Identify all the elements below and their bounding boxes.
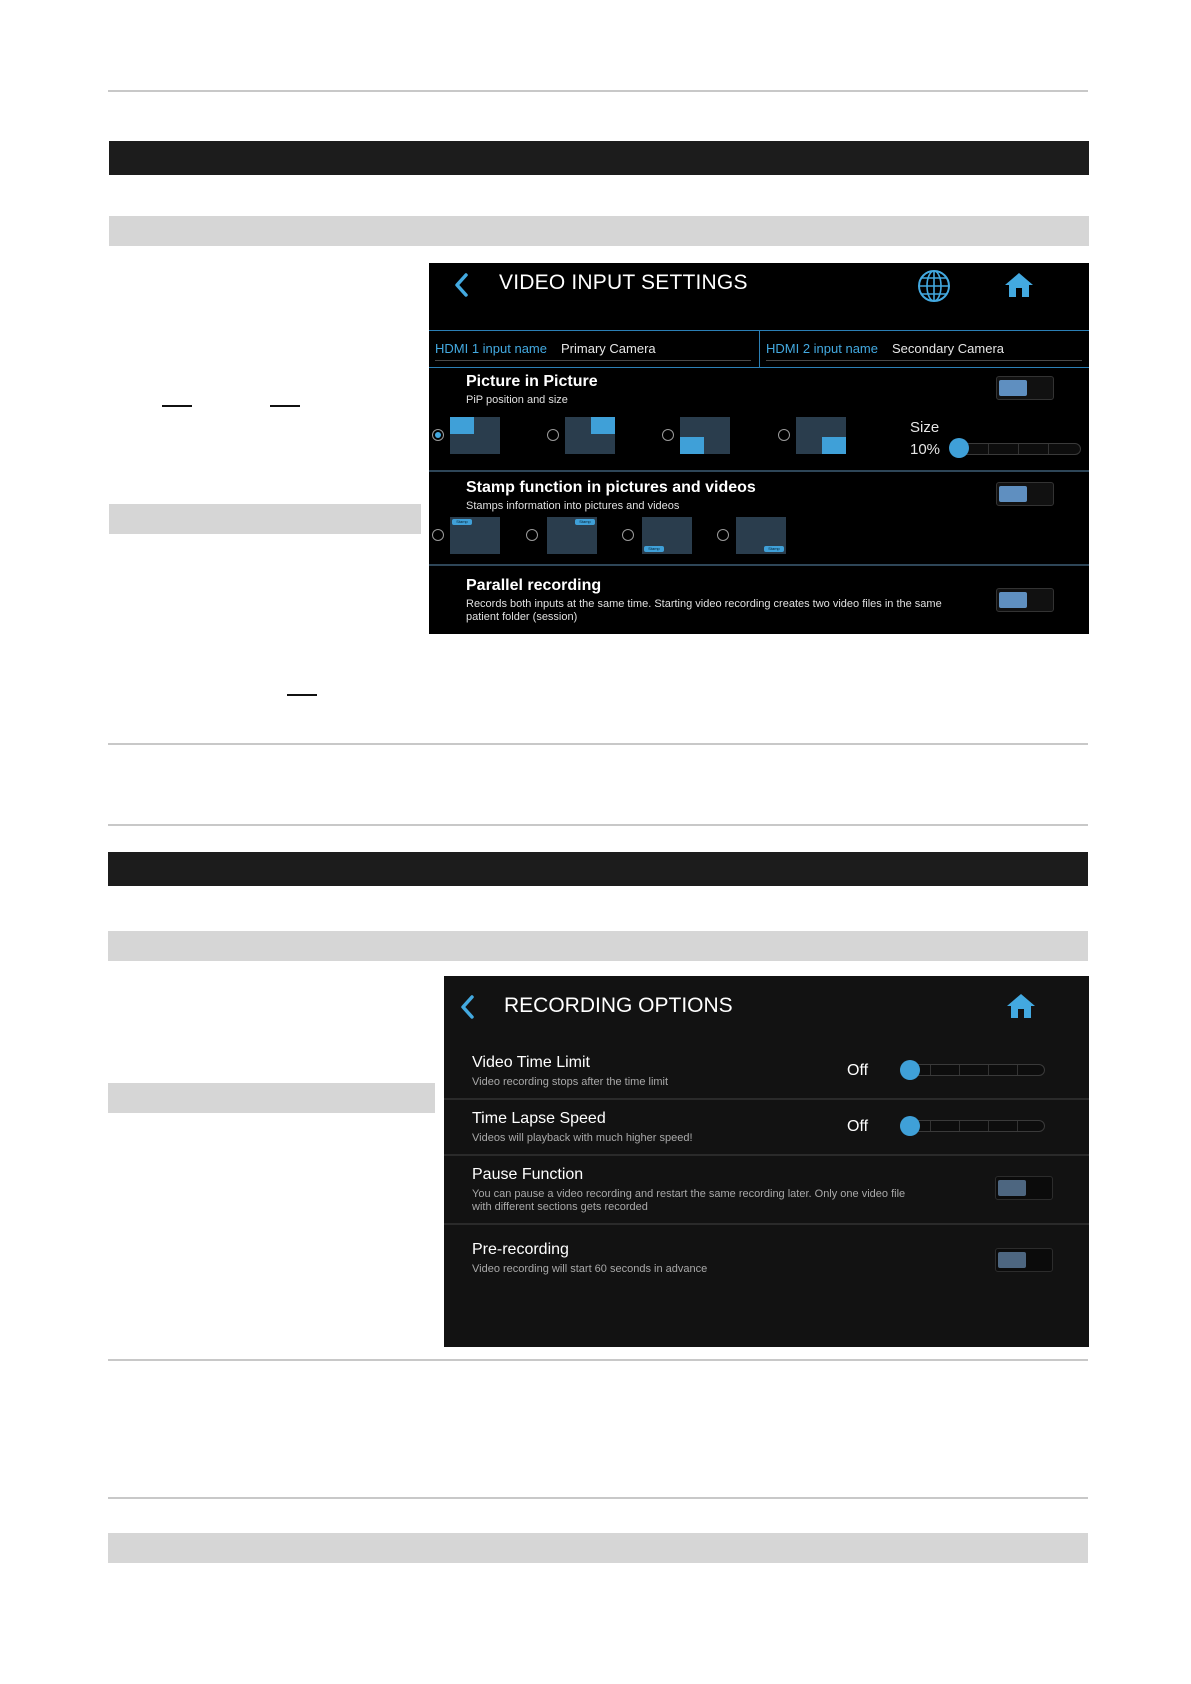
rule-2 <box>108 743 1088 745</box>
rule-4 <box>108 1359 1088 1361</box>
redacted-dash-1 <box>162 405 192 407</box>
pip-size-value: 10% <box>910 441 941 458</box>
hdmi2-value[interactable]: Secondary Camera <box>892 341 1004 356</box>
pre-recording-title: Pre-recording <box>472 1241 569 1258</box>
stamp-subtitle: Stamps information into pictures and videos <box>466 500 680 512</box>
pip-position-radio-2[interactable] <box>547 429 559 441</box>
recording-options-screen <box>444 976 1089 1347</box>
hdmi2-input-field[interactable] <box>760 331 1089 367</box>
video-time-limit-slider-track[interactable] <box>900 1064 1045 1076</box>
pip-size-slider-knob[interactable] <box>949 438 969 458</box>
time-lapse-speed-subtitle: Videos will playback with much higher speed! <box>472 1132 693 1144</box>
time-lapse-speed-slider-track[interactable] <box>900 1120 1045 1132</box>
rule-5 <box>108 1497 1088 1499</box>
slider-tick <box>1017 1121 1018 1131</box>
stamp-toggle[interactable] <box>996 482 1054 506</box>
back-arrow-icon[interactable] <box>453 272 469 298</box>
home-icon[interactable] <box>1004 272 1034 298</box>
side-label-bar-2 <box>108 1083 435 1113</box>
parallel-subtitle: Records both inputs at the same time. Starting video recording creates two video files in the same patient folder (session) <box>466 598 942 623</box>
slider-tick <box>988 1065 989 1075</box>
pip-position-thumb-bottom-right[interactable] <box>796 417 846 454</box>
pip-position-radio-1[interactable] <box>432 429 444 441</box>
pip-size-slider-track[interactable] <box>957 443 1081 455</box>
pip-toggle[interactable] <box>996 376 1054 400</box>
subsection-bar-2 <box>108 931 1088 961</box>
pip-subtitle: PiP position and size <box>466 394 568 406</box>
slider-tick <box>988 1121 989 1131</box>
parallel-toggle-knob <box>999 592 1027 608</box>
pause-function-toggle-knob <box>998 1180 1026 1196</box>
stamp-position-radio-1[interactable] <box>432 529 444 541</box>
pre-recording-toggle-knob <box>998 1252 1026 1268</box>
slider-tick <box>930 1121 931 1131</box>
redacted-dash-3 <box>287 694 317 696</box>
redacted-dash-2 <box>270 405 300 407</box>
section-header-bar-1 <box>109 141 1089 175</box>
section-divider <box>429 470 1089 472</box>
video-time-limit-value: Off <box>847 1062 869 1079</box>
slider-tick <box>959 1065 960 1075</box>
pip-position-thumb-top-right[interactable] <box>565 417 615 454</box>
time-lapse-speed-value: Off <box>847 1118 869 1135</box>
row-divider <box>444 1098 1089 1100</box>
row-divider <box>444 1154 1089 1156</box>
pip-inset <box>822 437 846 454</box>
screen-title: VIDEO INPUT SETTINGS <box>499 271 748 294</box>
time-lapse-speed-title: Time Lapse Speed <box>472 1110 606 1127</box>
stamp-tag: Stamp <box>575 519 595 525</box>
subsection-bar-3 <box>108 1533 1088 1563</box>
back-arrow-icon[interactable] <box>459 994 475 1020</box>
stamp-thumb-bottom-left[interactable] <box>642 517 692 554</box>
stamp-tag: Stamp <box>452 519 472 525</box>
stamp-position-radio-4[interactable] <box>717 529 729 541</box>
stamp-toggle-knob <box>999 486 1027 502</box>
pip-title: Picture in Picture <box>466 373 598 390</box>
home-icon[interactable] <box>1006 993 1036 1019</box>
video-input-settings-screen <box>429 263 1089 634</box>
side-label-bar-1 <box>109 504 421 534</box>
pause-function-title: Pause Function <box>472 1166 584 1183</box>
row-divider <box>444 1223 1089 1225</box>
section-header-bar-2 <box>108 852 1088 886</box>
screen-title: RECORDING OPTIONS <box>504 994 733 1017</box>
stamp-position-radio-2[interactable] <box>526 529 538 541</box>
pre-recording-toggle[interactable] <box>995 1248 1053 1272</box>
globe-icon[interactable] <box>917 269 951 303</box>
time-lapse-speed-slider-knob[interactable] <box>900 1116 920 1136</box>
video-time-limit-subtitle: Video recording stops after the time limit <box>472 1076 669 1088</box>
parallel-toggle[interactable] <box>996 588 1054 612</box>
pip-position-radio-3[interactable] <box>662 429 674 441</box>
hdmi2-underline <box>766 360 1082 361</box>
stamp-thumb-top-right[interactable] <box>547 517 597 554</box>
pip-inset <box>680 437 704 454</box>
pip-position-thumb-top-left[interactable] <box>450 417 500 454</box>
pause-function-subtitle: You can pause a video recording and restart the same recording later. Only one video file with different sections gets recorded <box>472 1188 906 1213</box>
slider-tick <box>1048 444 1049 454</box>
rule-3 <box>108 824 1088 826</box>
top-rule <box>108 90 1088 92</box>
stamp-tag: Stamp <box>764 546 784 552</box>
pause-function-toggle[interactable] <box>995 1176 1053 1200</box>
hdmi1-value[interactable]: Primary Camera <box>561 341 656 356</box>
pip-inset <box>591 417 615 434</box>
stamp-tag: Stamp <box>644 546 664 552</box>
video-time-limit-slider-knob[interactable] <box>900 1060 920 1080</box>
hdmi1-underline <box>435 360 751 361</box>
hdmi-input-names-row <box>429 330 1089 368</box>
stamp-thumb-top-left[interactable] <box>450 517 500 554</box>
pip-size-label: Size <box>910 419 940 436</box>
pip-position-thumb-bottom-left[interactable] <box>680 417 730 454</box>
video-time-limit-title: Video Time Limit <box>472 1054 590 1071</box>
pip-position-radio-4[interactable] <box>778 429 790 441</box>
slider-tick <box>959 1121 960 1131</box>
slider-tick <box>930 1065 931 1075</box>
slider-tick <box>988 444 989 454</box>
hdmi2-label: HDMI 2 input name <box>766 341 878 356</box>
pip-toggle-knob <box>999 380 1027 396</box>
subsection-bar-1 <box>109 216 1089 246</box>
stamp-title: Stamp function in pictures and videos <box>466 479 756 496</box>
stamp-position-radio-3[interactable] <box>622 529 634 541</box>
slider-tick <box>1017 1065 1018 1075</box>
parallel-title: Parallel recording <box>466 577 602 594</box>
pre-recording-subtitle: Video recording will start 60 seconds in advance <box>472 1263 708 1275</box>
stamp-thumb-bottom-right[interactable] <box>736 517 786 554</box>
hdmi1-label: HDMI 1 input name <box>435 341 547 356</box>
pip-inset <box>450 417 474 434</box>
section-divider <box>429 564 1089 566</box>
hdmi1-input-field[interactable] <box>429 331 759 367</box>
slider-tick <box>1018 444 1019 454</box>
